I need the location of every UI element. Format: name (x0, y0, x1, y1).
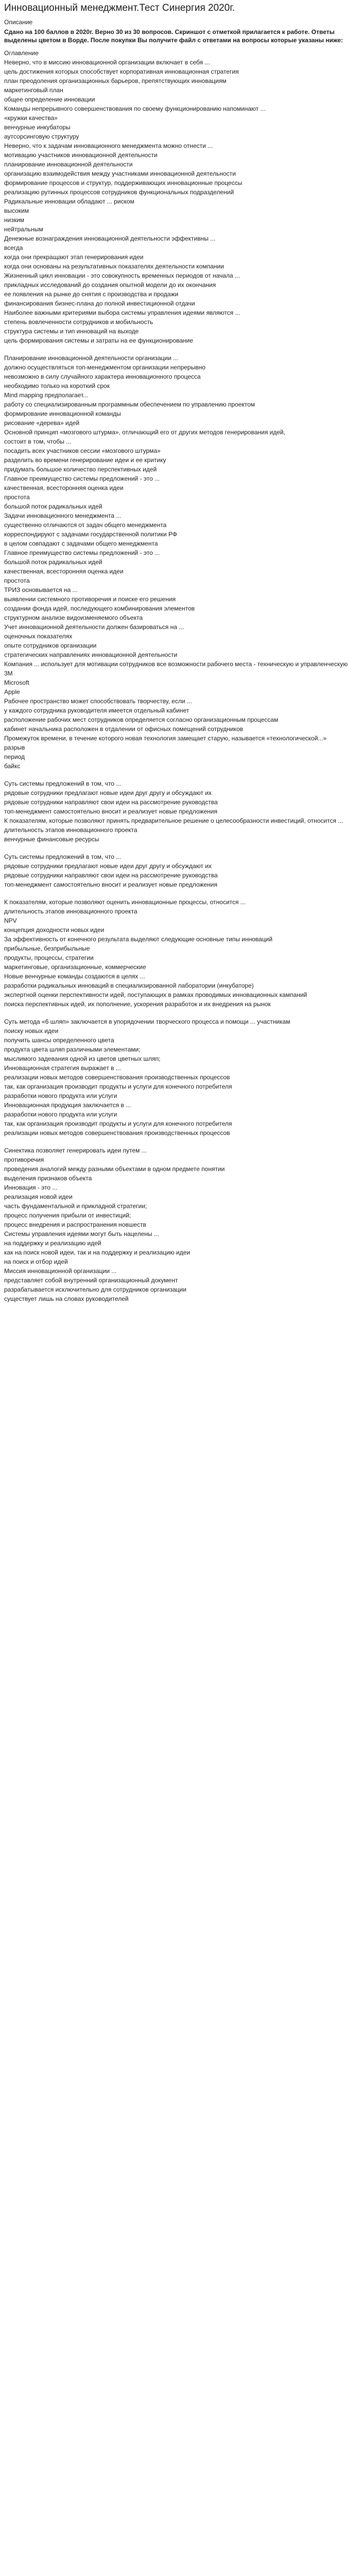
list-item: у каждого сотрудника руководителя имеется отдельный кабинет (4, 707, 190, 714)
list-item: нейтральным (4, 226, 43, 233)
list-item: Миссия инновационной организации ... (4, 1267, 117, 1275)
page (0, 2, 361, 1303)
list-item: цель достижения которых способствует корпоративная инновационная стратегия (4, 68, 239, 75)
list-item: Новые венчурные команды создаются в целях ... (4, 973, 145, 980)
list-item: Apple (4, 688, 20, 696)
list-item: структурном анализе видоизменяемого объекта (4, 614, 143, 621)
list-item: в целом совпадают с задачами общего менеджмента (4, 540, 158, 547)
question-answer-list (4, 48, 357, 1303)
list-item: Mind mapping предполагает... (4, 392, 89, 399)
list-item (4, 1138, 357, 1146)
list-item: поиска перспективных идей, их пополнение, ускорения разработок и их внедрения на рынок (4, 1001, 271, 1008)
list-item: разрыв (4, 744, 25, 751)
list-item: Денежные вознаграждения инновационной деятельности эффективны ... (4, 235, 216, 242)
list-item: посадить всех участников сессии «мозгового штурма» (4, 447, 161, 454)
list-item: топ-менеджмент самостоятельно вносит и реализует новые предложения (4, 808, 217, 815)
list-item: концепция доходности новых идеи (4, 926, 105, 934)
list-item: период (4, 753, 25, 760)
list-item: общее определение инновации (4, 96, 95, 103)
list-item: состоит в том, чтобы ... (4, 438, 72, 445)
list-item: рядовые сотрудники предлагают новые идеи друг другу и обсуждают их (4, 789, 212, 796)
list-item: рядовые сотрудники направляют свои идеи на рассмотрение руководства (4, 799, 218, 806)
list-item: качественная, всесторонняя оценка идеи (4, 484, 124, 492)
list-item: К показателям, которые позволяют оценить инновационные процессы, относится ... (4, 899, 246, 906)
list-item: придумать большое количество перспективных идей (4, 466, 157, 473)
list-item: выделения признаков объекта (4, 1175, 92, 1182)
list-item: противоречия (4, 1156, 44, 1163)
list-item: план преодоления организационных барьеров, препятствующих инновациям (4, 77, 227, 84)
list-item: как на поиск новой идеи, так и на поддержку и реализацию идеи (4, 1249, 191, 1256)
list-item: рядовые сотрудники предлагают новые идеи друг другу и обсуждают их (4, 862, 212, 870)
list-item: так, как организация производит продукты и услуги для конечного потребителя (4, 1083, 232, 1090)
list-item: финансирования бизнес-плана до полной инвестиционной отдачи (4, 300, 195, 307)
list-item: степень вовлеченности сотрудников и мобильность (4, 318, 153, 326)
list-item: представляет собой внутренний организационный документ (4, 1277, 178, 1284)
list-item: Главное преимущество системы предложений - это ... (4, 549, 160, 556)
list-item: часть фундаментальной и прикладной стратегии; (4, 1202, 147, 1210)
list-item: расположение рабочих мест сотрудников определяется согласно организационным процессам (4, 716, 279, 723)
list-item: всегда (4, 244, 23, 251)
list-item: За эффективность от конечного результата выделяют следующие основные типы инноваций (4, 936, 273, 943)
list-item: длительность этапов инновационного проекта (4, 908, 137, 915)
list-item: К показателям, которые позволяют принять предварительное решение о целесообразности инвестиций, относится ... (4, 817, 343, 824)
list-item: мыслимого задевания одной из цветов цветных шляп; (4, 1055, 161, 1062)
list-item: формирование инновационной команды (4, 410, 121, 417)
list-item: Суть метода «6 шляп» заключается в упорядочении творческого процесса и помощи ... участникам (4, 1018, 290, 1025)
list-item: NPV (4, 917, 17, 924)
list-item: Суть системы предложений в том, что ... (4, 853, 122, 860)
list-item: на поддержку и реализацию идей (4, 1240, 101, 1247)
list-item: Радикальные инновации обладают ... риском (4, 198, 134, 205)
list-item (4, 844, 357, 852)
list-item: разработки нового продукта или услуги (4, 1092, 117, 1099)
list-item: планирование инновационной деятельности (4, 161, 133, 168)
list-item (4, 771, 357, 779)
list-item: большой поток радикальных идей (4, 558, 102, 566)
list-item: реализации новых методов совершенствования производственных процессов (4, 1129, 230, 1137)
list-item: Оглавление (4, 49, 39, 57)
list-item: продукты, процессы, стратегии (4, 954, 94, 961)
list-item: реализация новой идеи (4, 1193, 73, 1200)
list-item: создании фонда идей, последующего комбинирования элементов (4, 605, 195, 612)
list-item: Неверно, что к задачам инновационного менеджмента можно отнести ... (4, 142, 213, 149)
list-item: когда они прекращают этап генерирования идеи (4, 253, 144, 261)
list-item: Инновационная продукция заключается в ... (4, 1101, 131, 1109)
list-item: реализации новых методов совершенствования производственных процессов (4, 1074, 230, 1081)
list-item: процесс внедрения и распространения новшеств (4, 1221, 146, 1228)
list-item: Компания ... использует для мотивации сотрудников все возможности рабочего места - техническую и управленческую (4, 660, 348, 668)
list-item: формирование процессов и структур, поддерживающих инновационные процессы (4, 179, 243, 187)
list-item: Рабочее пространство может способствовать творчеству, если ... (4, 698, 192, 705)
list-item: разработки нового продукта или услуги (4, 1111, 117, 1118)
list-item: аутсорсинговую структуру (4, 133, 79, 140)
list-item: существует лишь на словах руководителей (4, 1295, 129, 1302)
list-item: Жизненный цикл инновации - это совокупность временных периодов от начала ... (4, 272, 240, 279)
list-item (4, 345, 357, 353)
list-item: стратегических направлениях инновационной деятельности (4, 651, 178, 658)
list-item: прибыльные, безприбыльные (4, 945, 90, 952)
list-item: разрабатывается исключительно для сотрудников организации (4, 1286, 186, 1293)
list-item: простота (4, 577, 30, 584)
list-item: маркетинговые, организационные, коммерческие (4, 963, 146, 971)
list-item: когда они основаны на результативных показателях деятельности компании (4, 263, 224, 270)
list-item: разработки радикальных инноваций в специализированной лаборатории (инкубаторе) (4, 982, 254, 989)
list-item: ее появления на рынке до снятия с производства и продажи (4, 291, 179, 298)
list-item: получить шансы определенного цвета (4, 1037, 114, 1044)
list-item: продукта цвета шляп различными элементами; (4, 1046, 141, 1053)
list-item: «кружки качества» (4, 114, 58, 122)
list-item (4, 1009, 357, 1017)
list-item: опыте сотрудников организации (4, 642, 97, 649)
list-item: существенно отличаются от задач общего менеджмента (4, 521, 167, 529)
list-item: Системы управления идеями могут быть нацелены ... (4, 1230, 159, 1238)
list-item: реализацию рутинных процессов сотрудников функциональных подразделений (4, 189, 234, 196)
list-item: мотивацию участников инновационной деятельности (4, 151, 158, 159)
list-item: Неверно, что в миссию инновационной организации включает в себя ... (4, 59, 210, 66)
list-item: Планирование инновационной деятельности организации ... (4, 354, 179, 362)
list-item: Инновационная стратегия выражает в ... (4, 1064, 121, 1072)
description-label: Описание (4, 19, 33, 26)
list-item: так, как организация производит продукты и услуги для конечного потребителя (4, 1120, 232, 1127)
list-item: проведения аналогий между разными объектами в одном предмете понятии (4, 1165, 225, 1173)
list-item: маркетинговый план (4, 87, 63, 94)
list-item: 3M (4, 670, 13, 677)
list-item: невозможно в силу случайного характера инновационного процесса (4, 373, 201, 380)
list-item: оценочных показателях (4, 633, 73, 640)
list-item: организацию взаимодействия между участниками инновационной деятельности (4, 170, 236, 177)
list-item: экспертной оценки перспективности идей, поступающих в рамках проводимых инновационных кампаний (4, 991, 307, 998)
list-item: рисование «дерева» идей (4, 419, 80, 427)
description-text: Сдано на 100 баллов в 2020г. Верно 30 из 30 вопросов. Скриншот с отметкой прилагается к работе. Ответы выделены цветом в Ворде. После покупки Вы получите файл с ответами на вопросы которые указаны ниже: (4, 28, 343, 44)
list-item: поиску новых идеи (4, 1027, 59, 1035)
list-item: Учет инновационной деятельности должен базироваться на ... (4, 623, 184, 631)
list-item: большой поток радикальных идей (4, 503, 102, 510)
list-item: Microsoft (4, 679, 29, 686)
list-item: должно осуществляться топ-менеджментом организации непрерывно (4, 364, 205, 371)
list-item: Наиболее важными критериями выбора системы управления идеями являются ... (4, 309, 240, 316)
list-item: Синектика позволяет генерировать идеи путем ... (4, 1147, 147, 1154)
list-item: Суть системы предложений в том, что ... (4, 780, 122, 787)
list-item: работу со специализированным программным обеспечением по управлению проектом (4, 401, 255, 408)
list-item: на поиск и отбор идей (4, 1258, 68, 1265)
list-item: длительность этапов инновационного проекта (4, 826, 137, 834)
list-item: процесс получения прибыли от инвестиций; (4, 1212, 131, 1219)
list-item: Основной принцип «мозгового штурма», отличающий его от других методов генерирования идей, (4, 429, 285, 436)
list-item: рядовые сотрудники направляют свои идеи на рассмотрение руководства (4, 872, 218, 879)
list-item: венчурные финансовые ресурсы (4, 836, 99, 843)
list-item: выявлении системного противоречия и поиске его решения (4, 596, 176, 603)
page-title: Инновационный менеджмент.Тест Синергия 2020г. (4, 3, 235, 13)
list-item: Промежуток времени, в течение которого новая технология замещает старую, называется «технологической...» (4, 735, 327, 742)
list-item: топ-менеджмент самостоятельно вносит и реализует новые предложения (4, 881, 217, 888)
list-item: кабинет начальника расположен в отдалении от офисных помещений сотрудников (4, 725, 243, 733)
list-item: структура системы и тип инноваций на выходе (4, 328, 139, 335)
list-item: корреспондируют с задачами государственной политики РФ (4, 531, 178, 538)
list-item: байкс (4, 762, 21, 770)
list-item: прикладных исследований до создания опытной модели до их окончания (4, 281, 216, 289)
list-item: низким (4, 216, 25, 224)
list-item: качественная, всесторонняя оценка идеи (4, 568, 124, 575)
list-item: Главное преимущество системы предложений - это ... (4, 475, 160, 482)
list-item: необходимо только на короткий срок (4, 382, 110, 389)
list-item: ТРИЗ основывается на ... (4, 586, 78, 594)
list-item: Задачи инновационного менеджмента ... (4, 512, 122, 519)
list-item (4, 889, 357, 897)
list-item: венчурные инкубаторы (4, 124, 71, 131)
list-item: высоким (4, 207, 29, 214)
list-item: простота (4, 494, 30, 501)
list-item: разделить во времени генерирование идеи и ее критику (4, 456, 166, 464)
list-item: Инновация - это ... (4, 1184, 58, 1191)
list-item: Команды непрерывного совершенствования по своему функционированию напоминают ... (4, 105, 266, 112)
list-item: цель формирования системы и затраты на ее функционирование (4, 337, 193, 344)
